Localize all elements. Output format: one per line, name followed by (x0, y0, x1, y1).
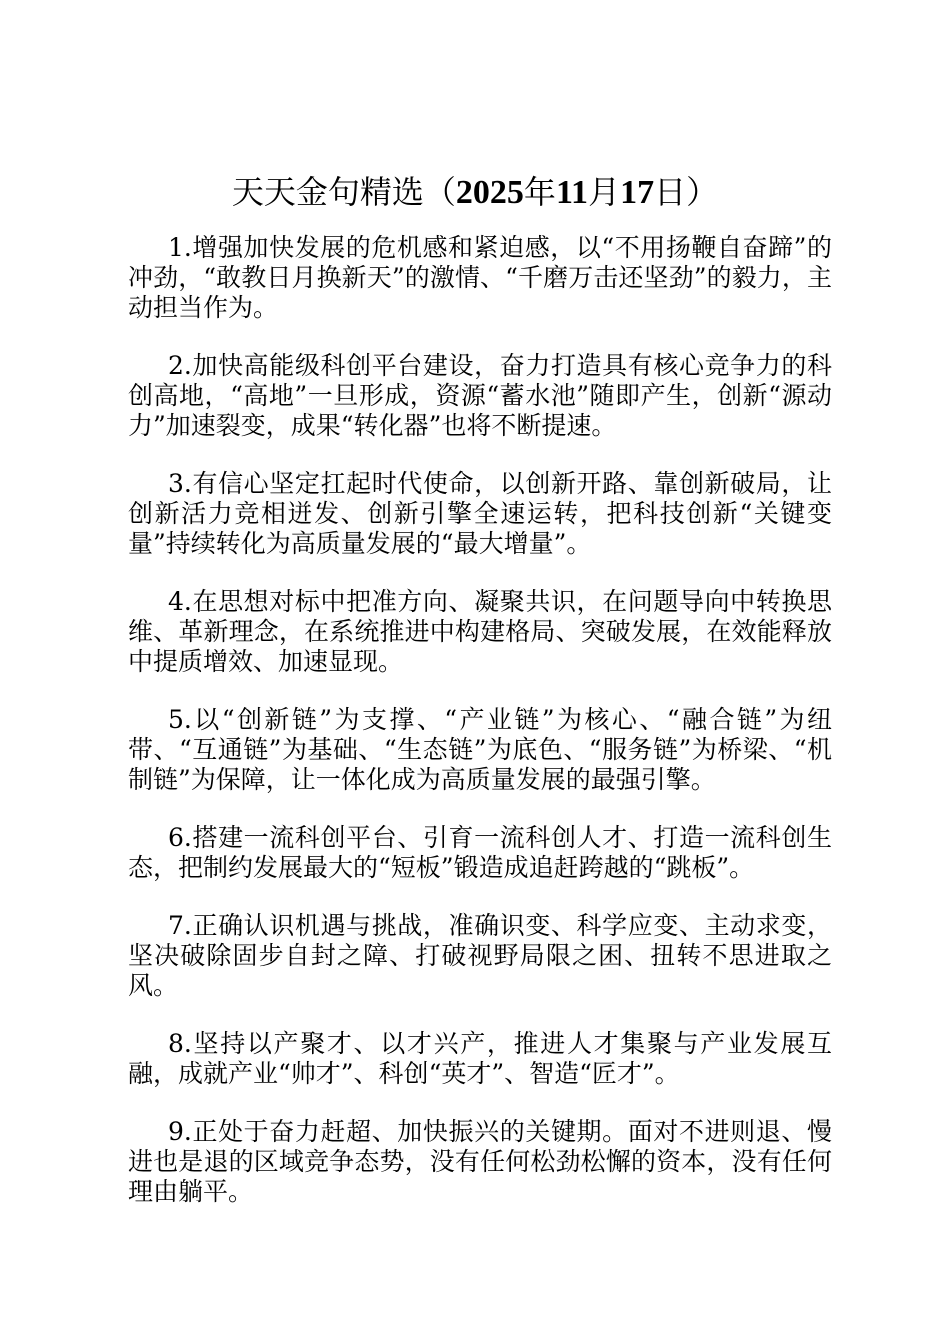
title-year-unit: 年 (523, 173, 556, 211)
quote-list (128, 233, 832, 1235)
quote-paragraph-6: 6.搭建一流科创平台、引育一流科创人才、打造一流科创生态，把制约发展最大的“短板”锻造成追赶跨越的“跳板”。 (128, 823, 832, 882)
quote-paragraph-1: 1.增强加快发展的危机感和紧迫感，以“不用扬鞭自奋蹄”的冲劲，“敢教日月换新天”的激情、“千磨万击还坚劲”的毅力，主动担当作为。 (128, 233, 832, 322)
quote-paragraph-9: 9.正处于奋力赶超、加快振兴的关键期。面对不进则退、慢进也是退的区域竞争态势，没有任何松劲松懈的资本，没有任何理由躺平。 (128, 1117, 832, 1206)
title-month-unit: 月 (588, 173, 621, 211)
title-prefix: 天天金句精选（ (231, 173, 456, 211)
quote-paragraph-5: 5.以“创新链”为支撑、“产业链”为核心、“融合链”为纽带、“互通链”为基础、“生态链”为底色、“服务链”为桥梁、“机制链”为保障，让一体化成为高质量发展的最强引擎。 (128, 705, 832, 794)
title-suffix: 日） (654, 173, 719, 211)
quote-paragraph-2: 2.加快高能级科创平台建设，奋力打造具有核心竞争力的科创高地，“高地”一旦形成，资源“蓄水池”随即产生，创新“源动力”加速裂变，成果“转化器”也将不断提速。 (128, 351, 832, 440)
page-title (0, 168, 950, 217)
quote-paragraph-3: 3.有信心坚定扛起时代使命，以创新开路、靠创新破局，让创新活力竞相迸发、创新引擎全速运转，把科技创新“关键变量”持续转化为高质量发展的“最大增量”。 (128, 469, 832, 558)
title-month: 11 (555, 174, 589, 211)
quote-paragraph-8: 8.坚持以产聚才、以才兴产，推进人才集聚与产业发展互融，成就产业“帅才”、科创“英才”、智造“匠才”。 (128, 1029, 832, 1088)
title-day: 17 (620, 174, 655, 211)
quote-paragraph-4: 4.在思想对标中把准方向、凝聚共识，在问题导向中转换思维、革新理念，在系统推进中构建格局、突破发展，在效能释放中提质增效、加速显现。 (128, 587, 832, 676)
title-year: 2025 (455, 174, 524, 211)
quote-paragraph-7: 7.正确认识机遇与挑战，准确识变、科学应变、主动求变，坚决破除固步自封之障、打破视野局限之困、扭转不思进取之风。 (128, 911, 832, 1000)
